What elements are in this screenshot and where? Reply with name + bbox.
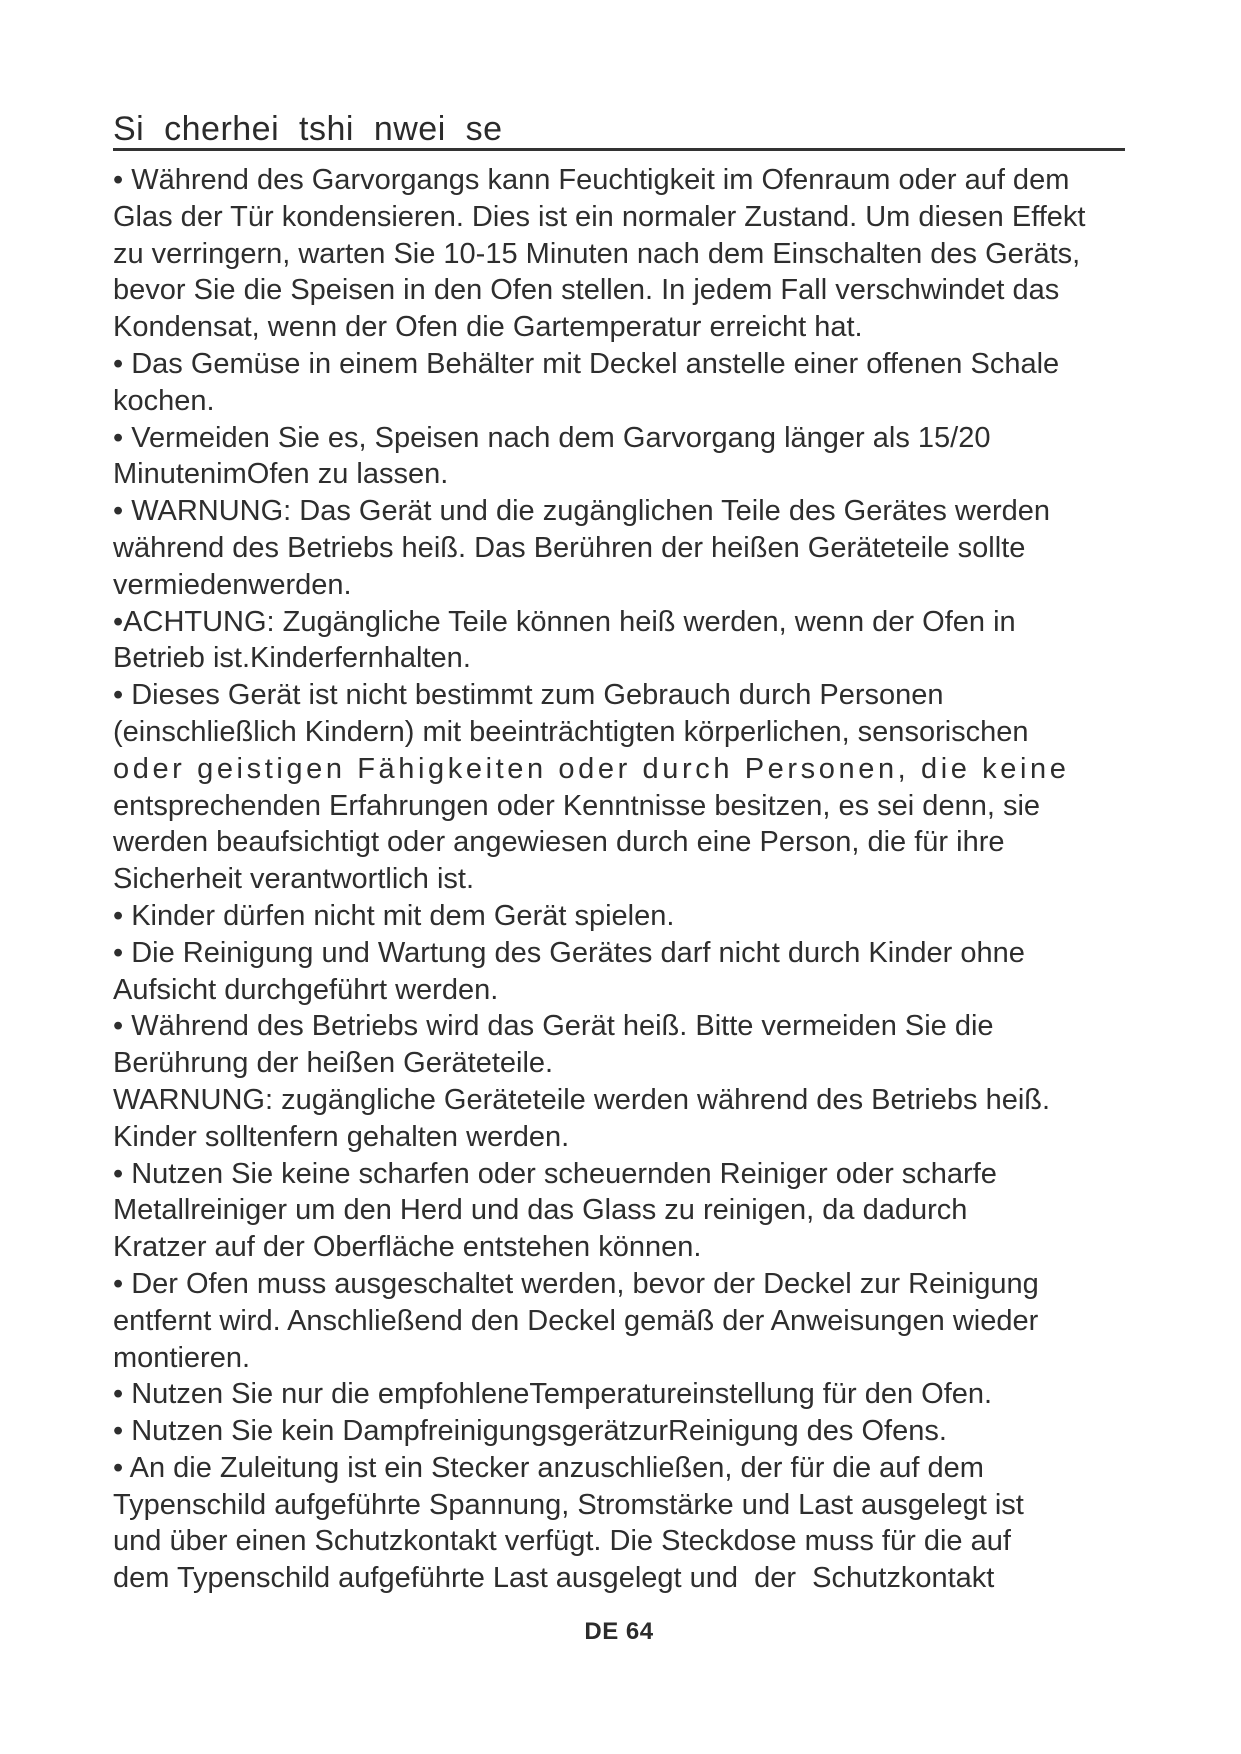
section-heading: Si cherhei tshi nwei se [113, 110, 503, 148]
text-line: • An die Zuleitung ist ein Stecker anzuschließen, der für die auf dem [113, 1451, 984, 1484]
text-line: Berührung der heißen Geräteteile. [113, 1047, 554, 1080]
text-line: • Nutzen Sie nur die empfohleneTemperatureinstellung für den Ofen. [113, 1378, 993, 1411]
text-line: kochen. [113, 384, 215, 417]
text-line: dem Typenschild aufgeführte Last ausgelegt und der Schutzkontakt [113, 1562, 995, 1595]
text-line: bevor Sie die Speisen in den Ofen stellen. In jedem Fall verschwindet das [113, 274, 1060, 307]
text-line: • Nutzen Sie kein DampfreinigungsgerätzurReinigung des Ofens. [113, 1415, 947, 1448]
text-line: oder geistigen Fähigkeiten oder durch Personen, die keine [113, 752, 1070, 785]
text-line: • WARNUNG: Das Gerät und die zugänglichen Teile des Gerätes werden [113, 495, 1050, 528]
text-line: MinutenimOfen zu lassen. [113, 458, 449, 491]
text-line: montieren. [113, 1341, 251, 1374]
text-line: • Der Ofen muss ausgeschaltet werden, bevor der Deckel zur Reinigung [113, 1267, 1039, 1300]
text-line: Metallreiniger um den Herd und das Glass zu reinigen, da dadurch [113, 1194, 968, 1227]
document-page [113, 0, 1138, 1754]
text-line: (einschließlich Kindern) mit beeinträchtigten körperlichen, sensorischen [113, 715, 1029, 748]
text-line: entfernt wird. Anschließend den Deckel gemäß der Anweisungen wieder [113, 1304, 1039, 1337]
text-line: • Während des Betriebs wird das Gerät heiß. Bitte vermeiden Sie die [113, 1010, 994, 1043]
text-line: • Vermeiden Sie es, Speisen nach dem Garvorgang länger als 15/20 [113, 421, 991, 454]
text-line: • Dieses Gerät ist nicht bestimmt zum Gebrauch durch Personen [113, 679, 944, 712]
page-number: DE 64 [584, 1618, 654, 1645]
text-line: • Kinder dürfen nicht mit dem Gerät spielen. [113, 899, 675, 932]
text-line: • Während des Garvorgangs kann Feuchtigkeit im Ofenraum oder auf dem [113, 164, 1070, 196]
text-line: Betrieb ist.Kinderfernhalten. [113, 642, 471, 675]
text-line: zu verringern, warten Sie 10-15 Minuten nach dem Einschalten des Geräts, [113, 237, 1081, 270]
text-line: Aufsicht durchgeführt werden. [113, 973, 499, 1006]
text-line: vermiedenwerden. [113, 568, 352, 601]
text-line: Sicherheit verantwortlich ist. [113, 863, 475, 896]
text-line: WARNUNG: zugängliche Geräteteile werden während des Betriebs heiß. [113, 1083, 1051, 1116]
text-line: während des Betriebs heiß. Das Berühren der heißen Geräteteile sollte [113, 531, 1026, 564]
text-line: Typenschild aufgeführte Spannung, Stromstärke und Last ausgelegt ist [113, 1488, 1024, 1521]
text-line: • Das Gemüse in einem Behälter mit Deckel anstelle einer offenen Schale [113, 347, 1060, 380]
text-line: •ACHTUNG: Zugängliche Teile können heiß werden, wenn der Ofen in [113, 605, 1016, 638]
text-line: • Die Reinigung und Wartung des Gerätes darf nicht durch Kinder ohne [113, 936, 1025, 969]
text-line: entsprechenden Erfahrungen oder Kenntnisse besitzen, es sei denn, sie [113, 789, 1041, 822]
heading-underline [113, 148, 1125, 151]
safety-instructions-text [113, 162, 1143, 1597]
text-line: Kratzer auf der Oberfläche entstehen können. [113, 1231, 702, 1264]
text-line: • Nutzen Sie keine scharfen oder scheuernden Reiniger oder scharfe [113, 1157, 997, 1190]
text-line: und über einen Schutzkontakt verfügt. Die Steckdose muss für die auf [113, 1525, 1011, 1558]
text-line: Kinder solltenfern gehalten werden. [113, 1120, 570, 1153]
text-line: werden beaufsichtigt oder angewiesen durch eine Person, die für ihre [113, 826, 1005, 859]
text-line: Kondensat, wenn der Ofen die Gartemperatur erreicht hat. [113, 311, 863, 344]
text-line: Glas der Tür kondensieren. Dies ist ein normaler Zustand. Um diesen Effekt [113, 200, 1086, 233]
